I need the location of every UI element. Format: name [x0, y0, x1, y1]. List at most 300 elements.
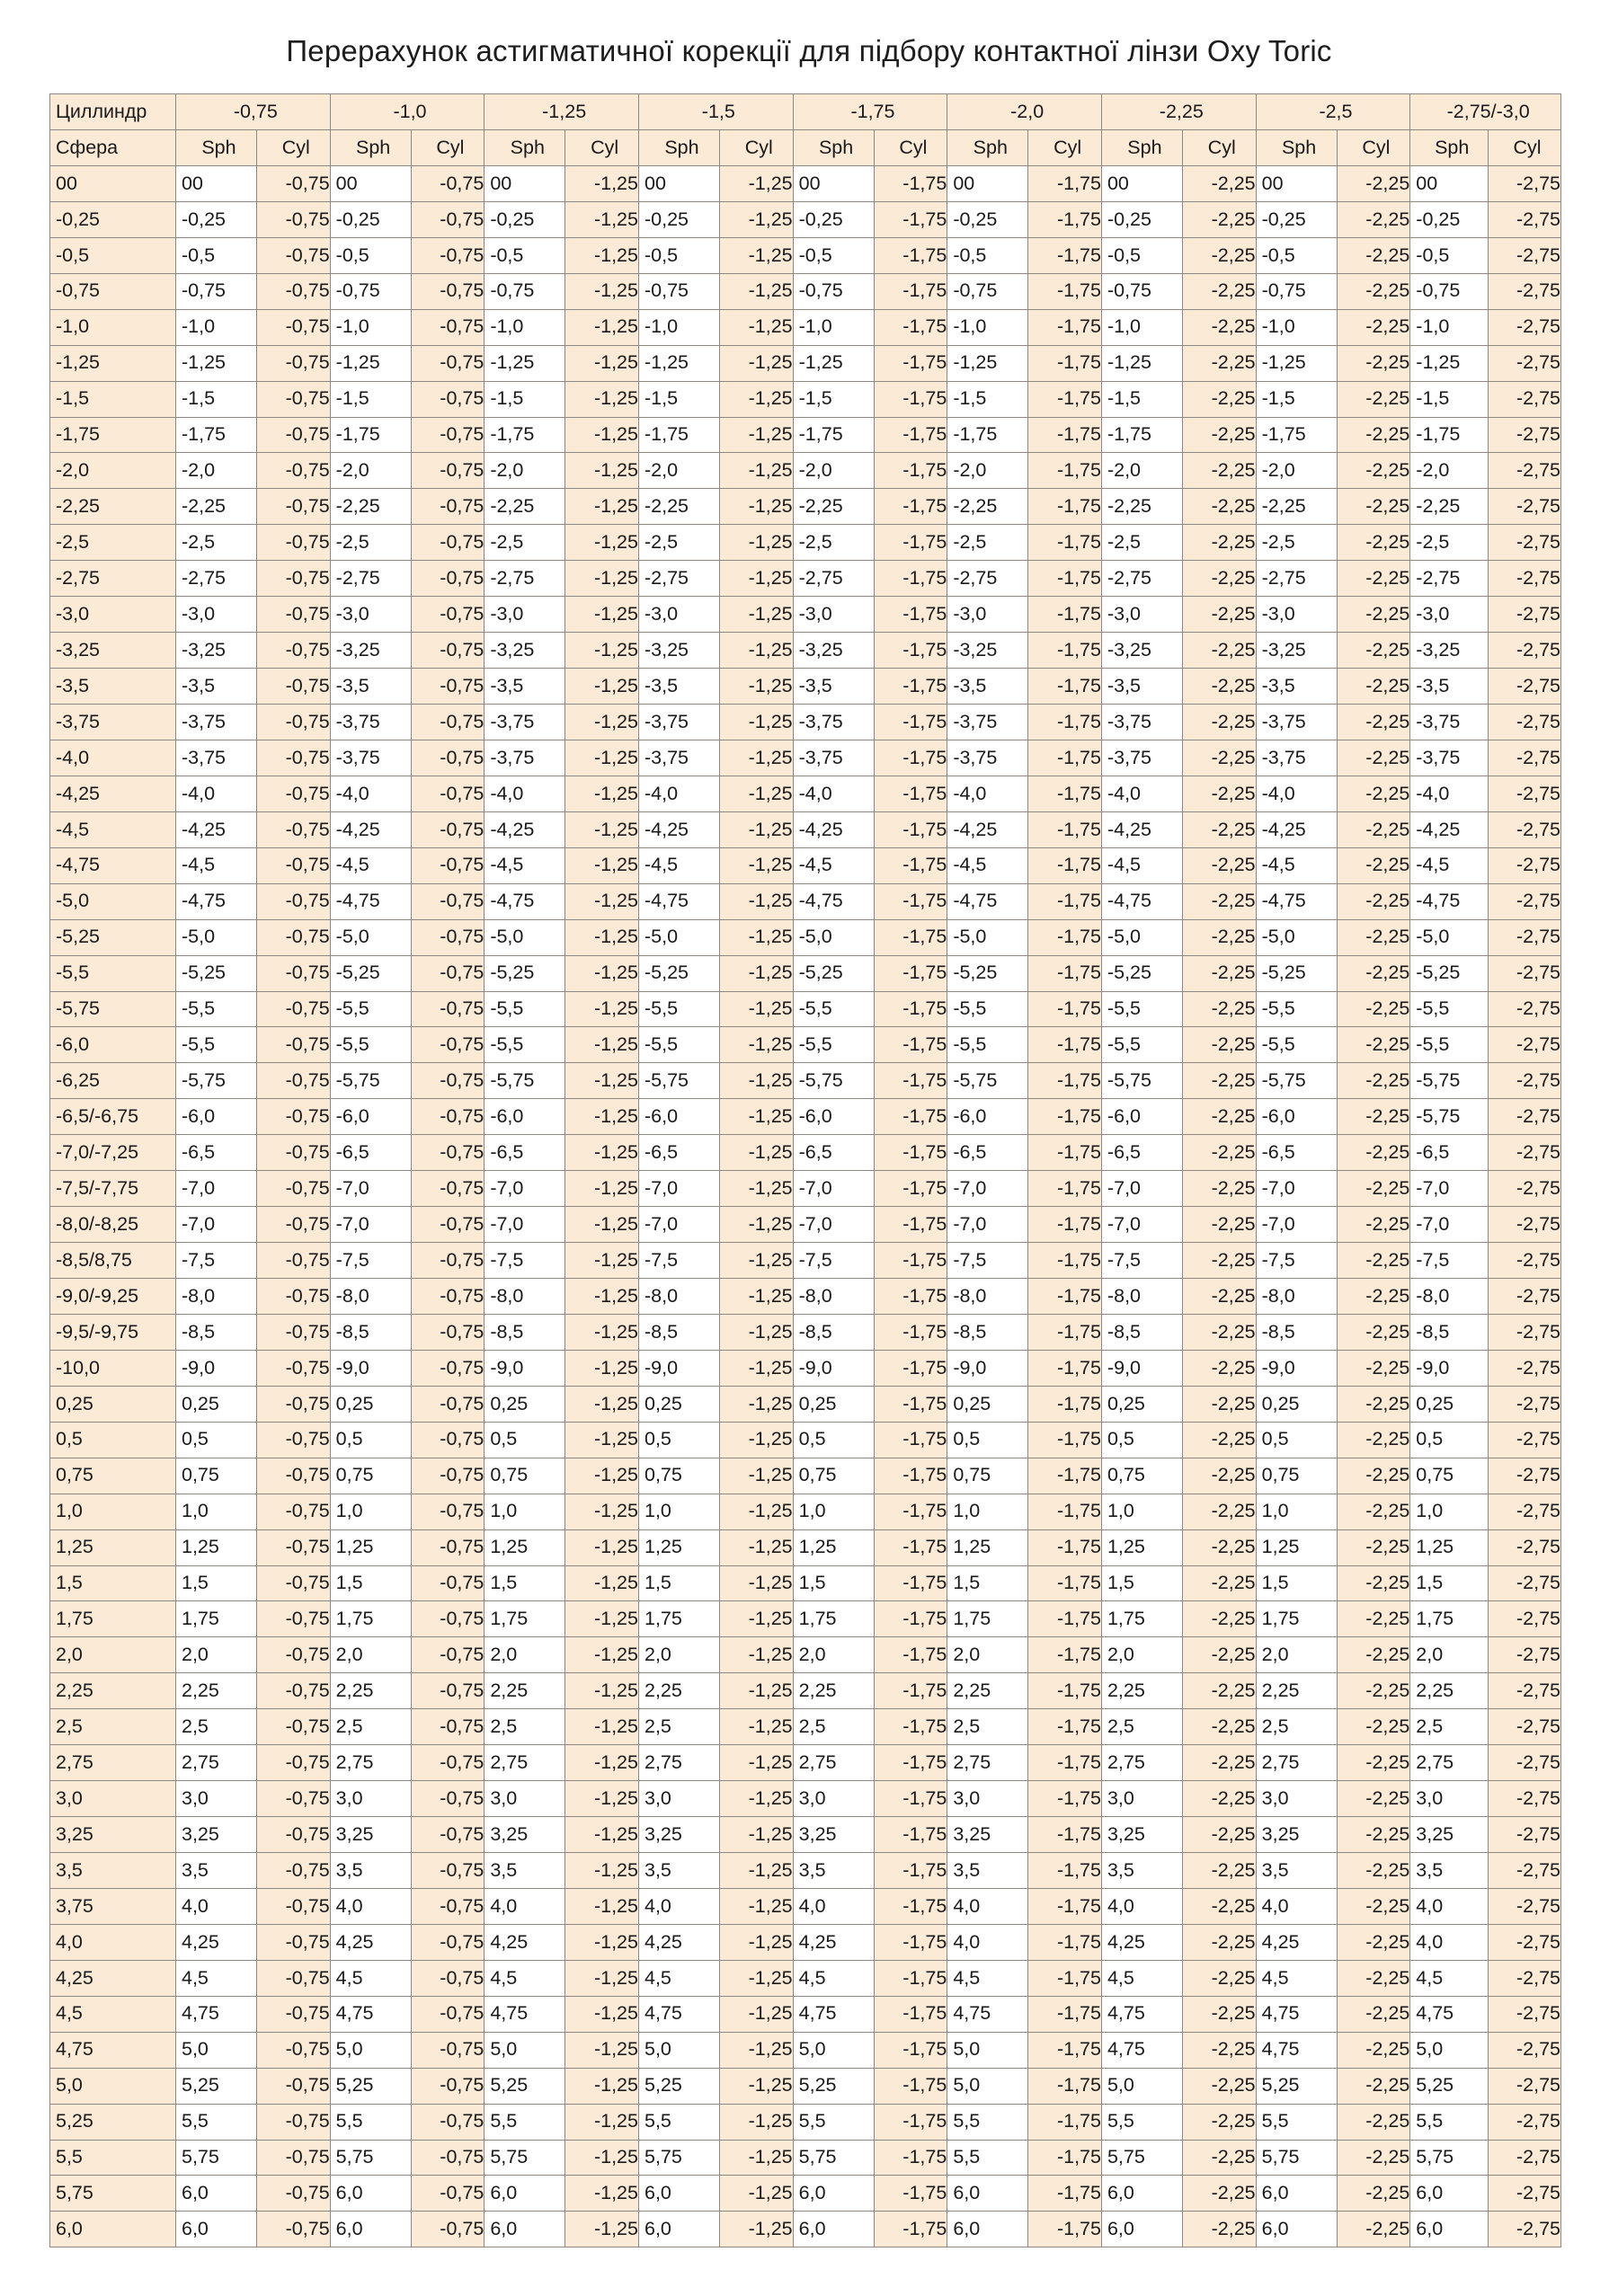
- cyl-cell: -2,75: [1489, 201, 1561, 237]
- cyl-cell: -2,25: [1337, 2176, 1410, 2212]
- sph-cell: 2,75: [330, 1745, 411, 1781]
- sph-cell: 4,75: [947, 1996, 1028, 2032]
- sph-cell: 5,5: [330, 2104, 411, 2140]
- cyl-cell: -0,75: [256, 381, 330, 417]
- sph-cell: 3,5: [1256, 1853, 1337, 1889]
- cyl-cell: -0,75: [256, 1027, 330, 1063]
- cyl-cell: -1,75: [1028, 2104, 1102, 2140]
- sph-cell: 1,25: [1256, 1529, 1337, 1565]
- sph-cell: -3,25: [947, 633, 1028, 669]
- sph-cell: -5,5: [1101, 991, 1182, 1027]
- sph-cell: -3,75: [485, 705, 565, 740]
- cyl-cell: -1,75: [874, 740, 947, 776]
- sphere-value: -6,25: [50, 1063, 176, 1099]
- sph-cell: -8,0: [947, 1279, 1028, 1315]
- sph-cell: -8,0: [330, 1279, 411, 1315]
- sph-cell: 2,25: [1101, 1673, 1182, 1709]
- cyl-cell: -1,25: [565, 847, 639, 883]
- sphere-value: -4,0: [50, 740, 176, 776]
- cyl-cell: -2,25: [1182, 1565, 1256, 1601]
- cyl-cell: -2,75: [1489, 165, 1561, 201]
- sph-cell: 4,5: [330, 1960, 411, 1996]
- cyl-cell: -2,25: [1337, 1709, 1410, 1745]
- sph-cell: -1,75: [638, 417, 719, 453]
- sph-cell: -3,75: [1101, 705, 1182, 740]
- sph-cell: 3,25: [175, 1817, 256, 1853]
- cyl-cell: -0,75: [411, 776, 485, 811]
- sph-cell: -3,25: [330, 633, 411, 669]
- sph-cell: 3,0: [485, 1781, 565, 1817]
- cyl-cell: -2,25: [1337, 1458, 1410, 1494]
- cyl-cell: -0,75: [411, 417, 485, 453]
- sph-cell: 0,5: [638, 1422, 719, 1458]
- cyl-cell: -2,75: [1489, 489, 1561, 525]
- cyl-cell: -2,25: [1337, 453, 1410, 489]
- cyl-cell: -1,75: [1028, 1637, 1102, 1673]
- sph-cell: 00: [947, 165, 1028, 201]
- table-row: [50, 776, 1561, 811]
- sphere-value: -6,0: [50, 1027, 176, 1063]
- sph-cell: -5,0: [793, 919, 874, 955]
- sph-subheader: Sph: [1101, 130, 1182, 166]
- cyl-cell: -2,75: [1489, 1027, 1561, 1063]
- sph-cell: 3,25: [485, 1817, 565, 1853]
- sph-cell: -3,25: [638, 633, 719, 669]
- cyl-cell: -2,25: [1337, 955, 1410, 991]
- sph-cell: 5,0: [947, 2032, 1028, 2068]
- cyl-cell: -2,75: [1489, 776, 1561, 811]
- cyl-cell: -2,25: [1337, 1853, 1410, 1889]
- cyl-cell: -0,75: [256, 1314, 330, 1350]
- cyl-cell: -2,25: [1337, 1027, 1410, 1063]
- cyl-cell: -1,75: [1028, 1458, 1102, 1494]
- cyl-cell: -1,75: [874, 1099, 947, 1135]
- table-row: [50, 1494, 1561, 1529]
- sph-cell: 1,75: [330, 1601, 411, 1637]
- sph-cell: 4,25: [638, 1924, 719, 1960]
- cyl-cell: -1,75: [874, 991, 947, 1027]
- sph-cell: -1,25: [1101, 345, 1182, 381]
- sph-cell: -2,5: [485, 525, 565, 561]
- cyl-cell: -1,25: [719, 1853, 793, 1889]
- sph-cell: 5,75: [175, 2140, 256, 2176]
- cyl-cell: -0,75: [256, 1924, 330, 1960]
- sph-cell: -3,25: [175, 633, 256, 669]
- sph-cell: -7,0: [330, 1207, 411, 1243]
- sph-cell: -8,5: [638, 1314, 719, 1350]
- cyl-cell: -1,25: [565, 1996, 639, 2032]
- cyl-cell: -2,75: [1489, 1817, 1561, 1853]
- cyl-cell: -1,75: [874, 345, 947, 381]
- sph-cell: 4,25: [330, 1924, 411, 1960]
- table-row: [50, 1171, 1561, 1207]
- table-row: [50, 740, 1561, 776]
- cyl-cell: -0,75: [411, 1458, 485, 1494]
- sph-cell: 5,0: [330, 2032, 411, 2068]
- sph-cell: -4,75: [1410, 883, 1489, 919]
- cyl-cell: -2,75: [1489, 1745, 1561, 1781]
- sph-cell: 3,0: [175, 1781, 256, 1817]
- sph-cell: 0,25: [1410, 1386, 1489, 1422]
- sph-cell: -2,75: [485, 561, 565, 597]
- sph-cell: 2,0: [1101, 1637, 1182, 1673]
- sph-cell: 4,75: [1410, 1996, 1489, 2032]
- sphere-value: -0,75: [50, 273, 176, 309]
- cyl-cell: -2,25: [1182, 1099, 1256, 1135]
- table-row: [50, 417, 1561, 453]
- sph-cell: -5,5: [793, 1027, 874, 1063]
- sph-cell: 3,5: [330, 1853, 411, 1889]
- sph-cell: 0,25: [1101, 1386, 1182, 1422]
- sph-cell: -3,75: [330, 740, 411, 776]
- cyl-cell: -2,75: [1489, 1529, 1561, 1565]
- sph-cell: -7,5: [1256, 1243, 1337, 1279]
- sph-cell: -0,25: [1256, 201, 1337, 237]
- cyl-cell: -2,25: [1182, 1996, 1256, 2032]
- sph-cell: 6,0: [947, 2176, 1028, 2212]
- cyl-cell: -1,25: [565, 1063, 639, 1099]
- cyl-cell: -2,25: [1182, 2212, 1256, 2247]
- cyl-cell: -1,75: [874, 1529, 947, 1565]
- sph-cell: 6,0: [1410, 2176, 1489, 2212]
- sph-cell: 5,5: [485, 2104, 565, 2140]
- cyl-cell: -0,75: [411, 201, 485, 237]
- sph-cell: -6,5: [1410, 1135, 1489, 1171]
- cyl-cell: -1,25: [565, 309, 639, 345]
- sph-cell: -9,0: [947, 1350, 1028, 1386]
- sph-cell: -2,0: [175, 453, 256, 489]
- cyl-cell: -2,25: [1337, 201, 1410, 237]
- cyl-cell: -2,25: [1337, 1924, 1410, 1960]
- sph-cell: 5,75: [1101, 2140, 1182, 2176]
- cyl-cell: -1,25: [719, 633, 793, 669]
- cyl-cell: -2,25: [1182, 2140, 1256, 2176]
- sph-cell: 4,75: [793, 1996, 874, 2032]
- cyl-cell: -1,25: [565, 1350, 639, 1386]
- cyl-cell: -2,25: [1182, 1386, 1256, 1422]
- sph-cell: 2,75: [638, 1745, 719, 1781]
- sphere-value: -4,75: [50, 847, 176, 883]
- cyl-cell: -1,25: [565, 1960, 639, 1996]
- sph-cell: 2,75: [175, 1745, 256, 1781]
- sph-cell: 5,0: [793, 2032, 874, 2068]
- table-row: [50, 165, 1561, 201]
- cyl-cell: -2,25: [1337, 1063, 1410, 1099]
- sph-cell: -5,5: [947, 991, 1028, 1027]
- cyl-cell: -2,25: [1182, 453, 1256, 489]
- sph-cell: 3,5: [1101, 1853, 1182, 1889]
- cyl-cell: -2,25: [1337, 237, 1410, 273]
- cyl-cell: -2,25: [1182, 237, 1256, 273]
- table-body: [50, 165, 1561, 2247]
- cyl-cell: -0,75: [256, 1243, 330, 1279]
- sph-cell: 1,25: [1410, 1529, 1489, 1565]
- sph-cell: -3,75: [485, 740, 565, 776]
- sph-cell: 0,75: [638, 1458, 719, 1494]
- cyl-cell: -1,25: [719, 201, 793, 237]
- sphere-value: -1,5: [50, 381, 176, 417]
- cyl-cell: -1,25: [565, 2140, 639, 2176]
- cyl-cell: -2,25: [1337, 705, 1410, 740]
- cyl-cell: -1,25: [719, 919, 793, 955]
- sph-cell: 4,0: [175, 1888, 256, 1924]
- sph-cell: -1,5: [485, 381, 565, 417]
- sph-cell: -0,5: [1410, 237, 1489, 273]
- cyl-cell: -1,75: [874, 381, 947, 417]
- cyl-cell: -2,25: [1337, 847, 1410, 883]
- sph-cell: -7,0: [1410, 1171, 1489, 1207]
- sph-cell: -4,5: [947, 847, 1028, 883]
- cyl-cell: -1,25: [719, 1135, 793, 1171]
- cyl-cell: -2,75: [1489, 417, 1561, 453]
- sph-cell: 1,5: [330, 1565, 411, 1601]
- sphere-value: 1,75: [50, 1601, 176, 1637]
- table-row: [50, 1279, 1561, 1315]
- sph-cell: 5,5: [1101, 2104, 1182, 2140]
- sph-cell: -2,75: [1101, 561, 1182, 597]
- cyl-cell: -0,75: [256, 309, 330, 345]
- sph-cell: -3,0: [1410, 597, 1489, 633]
- cyl-cell: -2,75: [1489, 1565, 1561, 1601]
- cyl-cell: -1,75: [1028, 1565, 1102, 1601]
- sphere-value: -3,75: [50, 705, 176, 740]
- sph-cell: 4,5: [947, 1960, 1028, 1996]
- sphere-value: -3,25: [50, 633, 176, 669]
- sph-cell: -2,25: [1256, 489, 1337, 525]
- cyl-cell: -1,25: [565, 1386, 639, 1422]
- sph-cell: -0,75: [1256, 273, 1337, 309]
- cyl-cell: -1,75: [1028, 705, 1102, 740]
- sph-cell: 2,5: [1101, 1709, 1182, 1745]
- sph-cell: 0,5: [947, 1422, 1028, 1458]
- sphere-value: 5,5: [50, 2140, 176, 2176]
- cyl-cell: -2,75: [1489, 1422, 1561, 1458]
- cyl-cell: -2,25: [1337, 561, 1410, 597]
- cyl-cell: -1,25: [719, 883, 793, 919]
- sph-cell: -5,5: [1101, 1027, 1182, 1063]
- sph-cyl-subheader-row: [50, 130, 1561, 166]
- sph-cell: -3,5: [793, 669, 874, 705]
- cyl-cell: -1,75: [1028, 1924, 1102, 1960]
- sph-cell: -3,75: [638, 740, 719, 776]
- cyl-cell: -1,75: [874, 1853, 947, 1889]
- cyl-cell: -1,25: [565, 201, 639, 237]
- cyl-cell: -1,75: [1028, 919, 1102, 955]
- sph-cell: -1,75: [793, 417, 874, 453]
- cyl-cell: -1,25: [565, 1171, 639, 1207]
- cyl-cell: -1,25: [719, 165, 793, 201]
- cyl-cell: -1,75: [874, 1458, 947, 1494]
- cyl-cell: -2,75: [1489, 2068, 1561, 2104]
- sph-cell: -0,5: [947, 237, 1028, 273]
- cyl-cell: -1,75: [874, 1924, 947, 1960]
- sph-cell: -3,75: [1101, 740, 1182, 776]
- cyl-cell: -1,25: [719, 1171, 793, 1207]
- sph-cell: -4,75: [1101, 883, 1182, 919]
- cyl-cell: -1,75: [1028, 1888, 1102, 1924]
- cyl-cell: -2,25: [1182, 1673, 1256, 1709]
- sph-cell: -8,5: [793, 1314, 874, 1350]
- cyl-cell: -0,75: [411, 2176, 485, 2212]
- cyl-cell: -0,75: [256, 489, 330, 525]
- table-row: [50, 525, 1561, 561]
- sph-cell: -6,0: [175, 1099, 256, 1135]
- sph-cell: -6,5: [175, 1135, 256, 1171]
- sph-cell: 2,0: [175, 1637, 256, 1673]
- sphere-value: -2,5: [50, 525, 176, 561]
- sph-cell: -3,5: [175, 669, 256, 705]
- cyl-cell: -1,75: [1028, 525, 1102, 561]
- sph-cell: -8,5: [175, 1314, 256, 1350]
- sph-cell: -2,25: [793, 489, 874, 525]
- sph-cell: 5,0: [947, 2068, 1028, 2104]
- sph-cell: -5,5: [485, 991, 565, 1027]
- sphere-value: -2,75: [50, 561, 176, 597]
- cyl-cell: -2,75: [1489, 1888, 1561, 1924]
- sph-cell: -7,0: [1410, 1207, 1489, 1243]
- sph-cell: 5,25: [1410, 2068, 1489, 2104]
- table-row: [50, 1924, 1561, 1960]
- sph-cell: -1,0: [175, 309, 256, 345]
- cyl-cell: -2,75: [1489, 1458, 1561, 1494]
- cyl-cell: -1,75: [1028, 2176, 1102, 2212]
- cyl-cell: -1,25: [719, 1637, 793, 1673]
- sph-cell: -0,5: [1101, 237, 1182, 273]
- sphere-value: 4,75: [50, 2032, 176, 2068]
- sph-cell: -1,75: [1101, 417, 1182, 453]
- cyl-cell: -0,75: [411, 1709, 485, 1745]
- sphere-value: 00: [50, 165, 176, 201]
- cyl-cell: -0,75: [411, 1422, 485, 1458]
- sph-cell: -0,25: [175, 201, 256, 237]
- cyl-cell: -0,75: [411, 597, 485, 633]
- sph-cell: 0,5: [1101, 1422, 1182, 1458]
- cyl-cell: -2,75: [1489, 273, 1561, 309]
- cyl-cell: -1,75: [1028, 345, 1102, 381]
- sph-cell: 00: [1256, 165, 1337, 201]
- sph-cell: -4,0: [1101, 776, 1182, 811]
- sph-cell: -7,0: [1256, 1207, 1337, 1243]
- cyl-cell: -1,25: [565, 705, 639, 740]
- sph-cell: 2,25: [947, 1673, 1028, 1709]
- sphere-value: -10,0: [50, 1350, 176, 1386]
- sph-cell: 4,5: [793, 1960, 874, 1996]
- cyl-subheader: Cyl: [1489, 130, 1561, 166]
- cyl-cell: -0,75: [256, 1422, 330, 1458]
- sph-cell: 00: [1410, 165, 1489, 201]
- sph-cell: -7,0: [175, 1171, 256, 1207]
- cyl-cell: -1,25: [719, 453, 793, 489]
- sph-cell: 2,25: [1410, 1673, 1489, 1709]
- sph-subheader: Sph: [1256, 130, 1337, 166]
- sph-cell: 5,5: [175, 2104, 256, 2140]
- sph-cell: -5,75: [947, 1063, 1028, 1099]
- cyl-cell: -2,25: [1182, 1063, 1256, 1099]
- table-row: [50, 1422, 1561, 1458]
- cyl-cell: -1,75: [1028, 1817, 1102, 1853]
- sph-cell: -8,5: [485, 1314, 565, 1350]
- sph-cell: 0,75: [485, 1458, 565, 1494]
- sphere-value: 6,0: [50, 2212, 176, 2247]
- sph-cell: -3,25: [485, 633, 565, 669]
- cyl-cell: -1,75: [1028, 1171, 1102, 1207]
- corner-sphere-label: Сфера: [50, 130, 176, 166]
- sph-cell: 4,25: [1256, 1924, 1337, 1960]
- sph-cell: -7,0: [1256, 1171, 1337, 1207]
- cyl-cell: -2,25: [1182, 309, 1256, 345]
- sph-cell: 3,25: [793, 1817, 874, 1853]
- sph-cell: 4,0: [485, 1888, 565, 1924]
- sph-cell: 2,0: [485, 1637, 565, 1673]
- cyl-cell: -0,75: [411, 1243, 485, 1279]
- cyl-cell: -1,75: [874, 201, 947, 237]
- table-row: [50, 1565, 1561, 1601]
- cylinder-header: -1,5: [638, 94, 793, 130]
- cyl-cell: -1,75: [1028, 417, 1102, 453]
- sph-cell: -4,75: [793, 883, 874, 919]
- cyl-cell: -0,75: [411, 1494, 485, 1529]
- sph-cell: 5,5: [1256, 2104, 1337, 2140]
- sph-cell: 5,25: [793, 2068, 874, 2104]
- sph-cell: 6,0: [485, 2176, 565, 2212]
- sph-cell: -0,25: [947, 201, 1028, 237]
- sph-subheader: Sph: [793, 130, 874, 166]
- cyl-cell: -0,75: [256, 1350, 330, 1386]
- sph-cell: 4,0: [793, 1888, 874, 1924]
- cyl-cell: -0,75: [256, 1817, 330, 1853]
- cyl-cell: -1,75: [874, 1207, 947, 1243]
- sph-cell: -5,0: [947, 919, 1028, 955]
- cyl-cell: -1,75: [874, 1637, 947, 1673]
- sph-cell: 5,75: [793, 2140, 874, 2176]
- cyl-cell: -1,25: [719, 1960, 793, 1996]
- sph-cell: -1,75: [1410, 417, 1489, 453]
- cyl-subheader: Cyl: [719, 130, 793, 166]
- sph-cell: -4,0: [638, 776, 719, 811]
- sph-cell: 5,5: [793, 2104, 874, 2140]
- cyl-cell: -2,75: [1489, 2140, 1561, 2176]
- cyl-cell: -1,25: [719, 2176, 793, 2212]
- cyl-cell: -1,75: [874, 847, 947, 883]
- cyl-cell: -2,25: [1182, 1350, 1256, 1386]
- sph-cell: -1,0: [1256, 309, 1337, 345]
- cyl-cell: -0,75: [411, 2068, 485, 2104]
- sph-cell: -9,0: [1256, 1350, 1337, 1386]
- cyl-cell: -2,25: [1337, 345, 1410, 381]
- cyl-cell: -1,25: [565, 597, 639, 633]
- cyl-cell: -1,25: [719, 489, 793, 525]
- sph-cell: -2,0: [485, 453, 565, 489]
- sph-cell: -2,0: [1101, 453, 1182, 489]
- cyl-cell: -1,25: [565, 273, 639, 309]
- cyl-cell: -2,25: [1337, 2140, 1410, 2176]
- sph-cell: 0,5: [1410, 1422, 1489, 1458]
- sph-subheader: Sph: [947, 130, 1028, 166]
- cyl-cell: -1,25: [565, 1422, 639, 1458]
- cyl-cell: -1,25: [565, 345, 639, 381]
- sph-cell: 3,5: [638, 1853, 719, 1889]
- sph-cell: 6,0: [330, 2176, 411, 2212]
- cyl-cell: -1,25: [565, 1745, 639, 1781]
- sph-cell: -2,75: [175, 561, 256, 597]
- table-row: [50, 2104, 1561, 2140]
- table-row: [50, 669, 1561, 705]
- cyl-cell: -0,75: [411, 1565, 485, 1601]
- sph-cell: 2,5: [1410, 1709, 1489, 1745]
- cyl-cell: -0,75: [256, 1888, 330, 1924]
- cyl-cell: -2,75: [1489, 561, 1561, 597]
- cyl-cell: -1,75: [874, 1135, 947, 1171]
